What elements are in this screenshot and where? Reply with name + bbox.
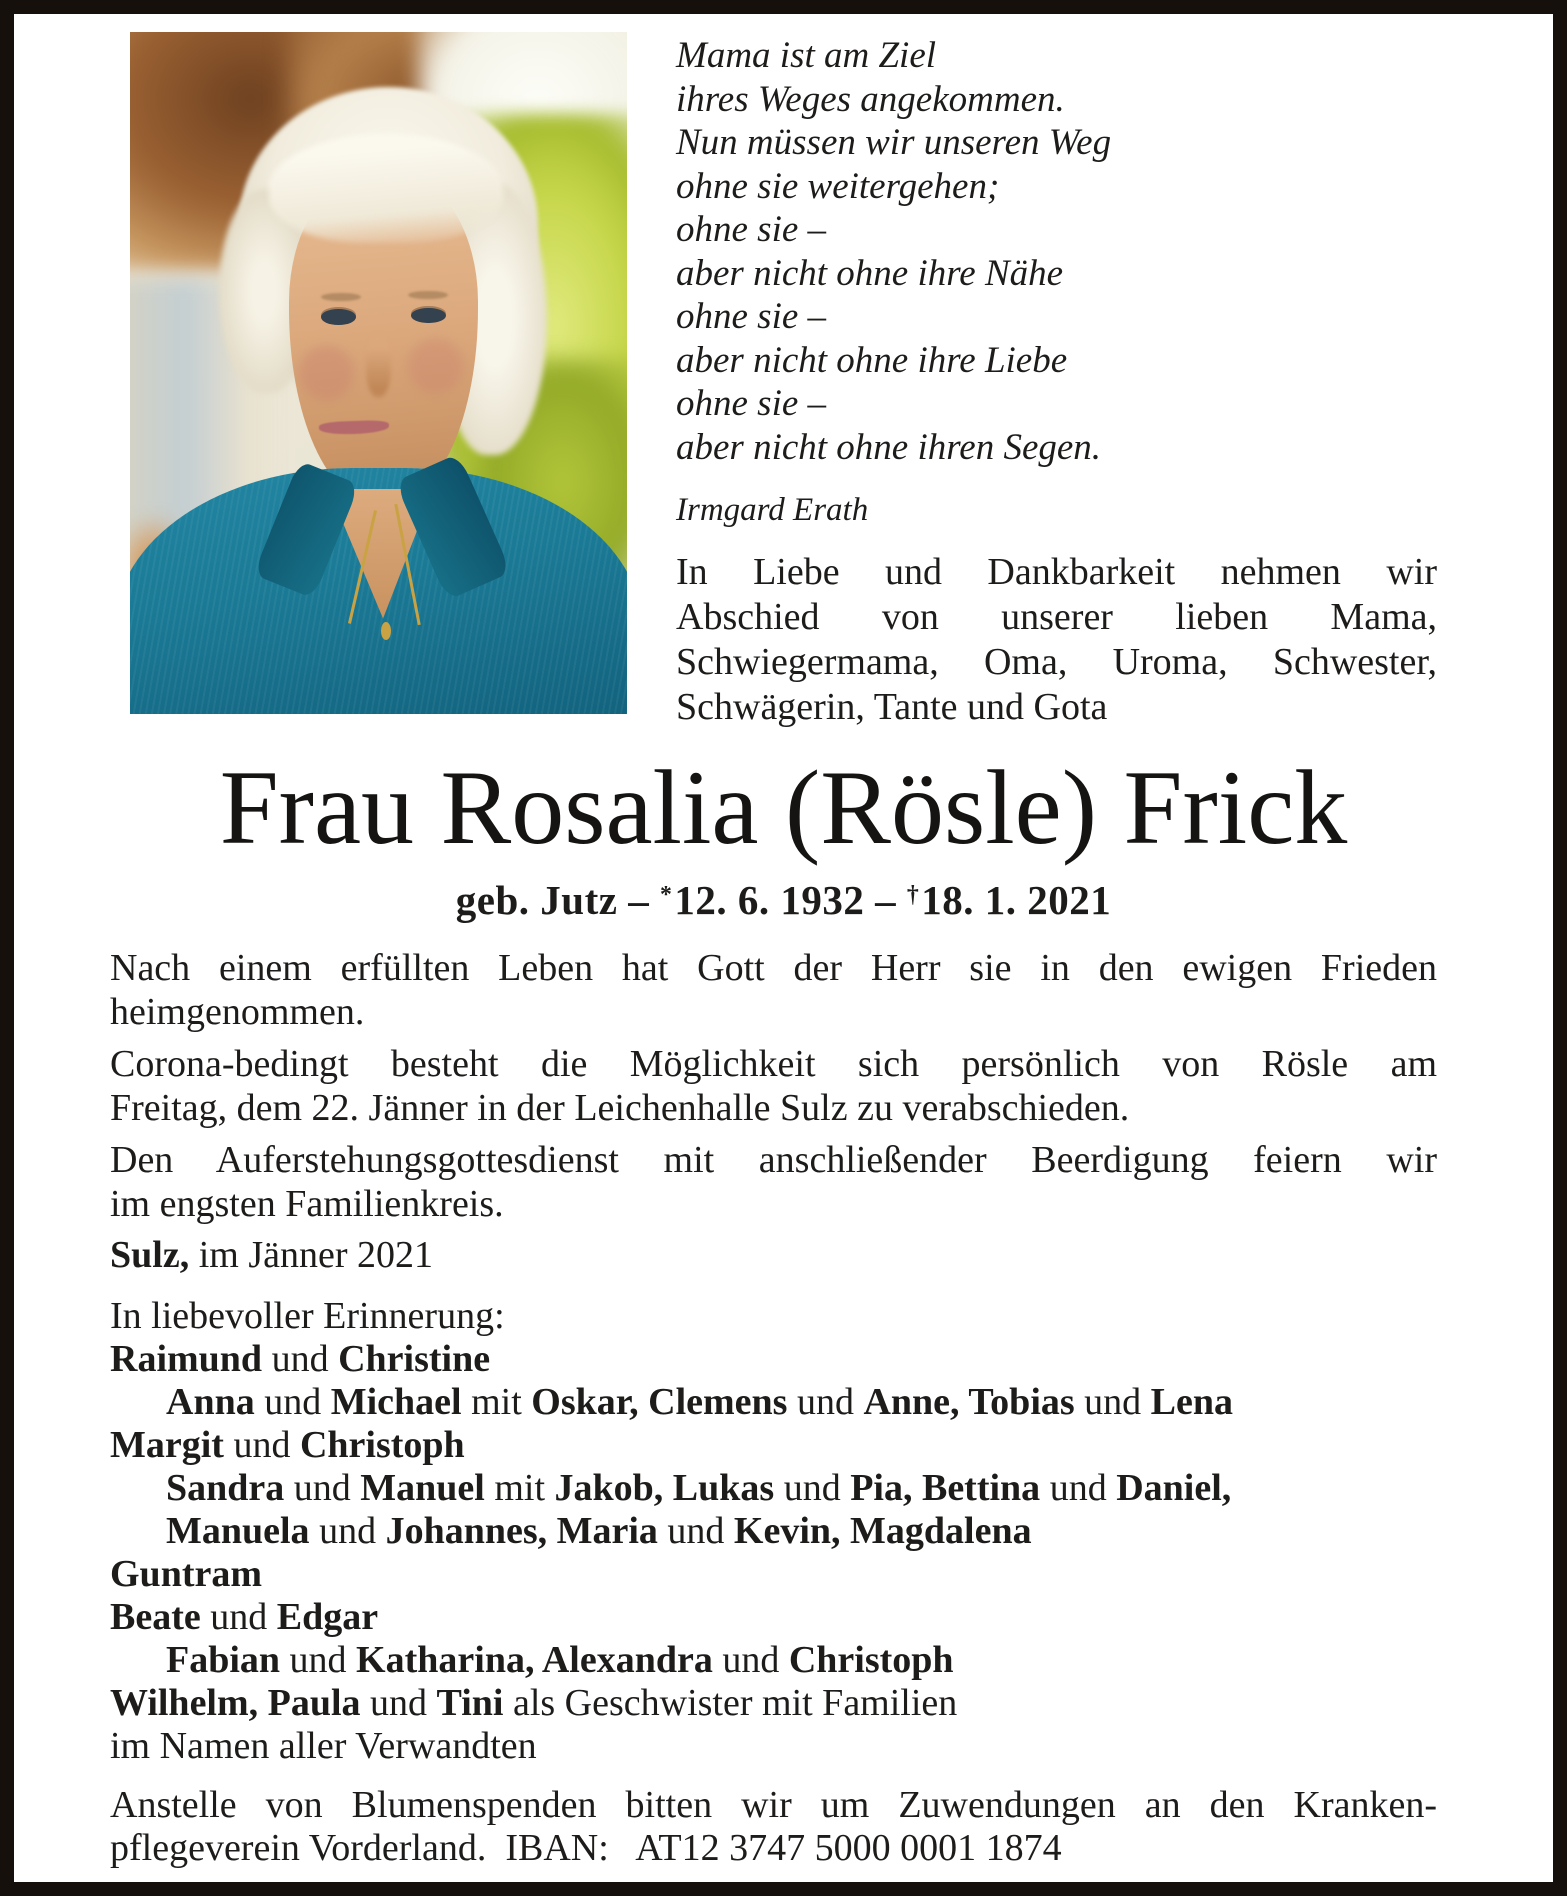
memorial-poem-line-9: aber nicht ohne ihren Segen. — [676, 426, 1102, 468]
farewell-intro-paragraph-line-3: Schwägerin, Tante und Gota — [676, 686, 1108, 728]
place-dateline-segment-1: im Jänner 2021 — [189, 1234, 433, 1276]
family-line-7-segment-4: Christoph — [788, 1639, 954, 1681]
life-dates-subtitle-segment-5: † — [906, 881, 920, 908]
family-line-3-segment-6: Pia, Bettina — [850, 1467, 1041, 1509]
remembrance-heading: In liebevoller Erinnerung: — [110, 1295, 505, 1337]
family-line-4-segment-4: Kevin, Magdalena — [733, 1510, 1032, 1552]
family-line-5 — [110, 1553, 1437, 1596]
family-line-1-segment-8: Lena — [1150, 1381, 1234, 1423]
family-line-7-segment-3: und — [712, 1639, 789, 1681]
family-line-1-segment-6: Anne, Tobias — [863, 1381, 1075, 1423]
family-line-0-segment-1: und — [262, 1338, 339, 1380]
paragraph-announcement-line-0: Nach einem erfüllten Leben hat Gott der Herr sie in den ewigen Frieden — [110, 947, 1437, 989]
main-text-column — [110, 946, 1437, 1870]
family-line-8-segment-0: Wilhelm, Paula — [110, 1682, 361, 1724]
family-line-2 — [110, 1424, 1437, 1467]
family-line-3 — [110, 1467, 1437, 1510]
life-dates-subtitle-segment-2: * — [659, 881, 673, 908]
portrait-photo — [130, 32, 627, 714]
paragraph-funeral-info — [110, 1138, 1437, 1226]
place-dateline-segment-0: Sulz, — [110, 1234, 190, 1276]
family-line-3-segment-3: mit — [484, 1467, 555, 1509]
family-line-2-segment-0: Margit — [110, 1424, 224, 1466]
photo-hair-bangs — [269, 134, 503, 243]
farewell-intro-paragraph-line-2: Schwiegermama, Oma, Uroma, Schwester, — [676, 641, 1437, 683]
family-line-8-segment-3: als Geschwister mit Familien — [503, 1682, 958, 1724]
family-line-6-segment-1: und — [200, 1596, 277, 1638]
family-line-8 — [110, 1682, 1437, 1725]
family-line-1-segment-2: Michael — [330, 1381, 462, 1423]
family-line-9-segment-0: im Namen aller Verwandten — [110, 1725, 537, 1767]
family-line-1-segment-3: mit — [461, 1381, 532, 1423]
family-line-1-segment-7: und — [1074, 1381, 1151, 1423]
life-dates-subtitle-segment-3: 12. 6. 1932 — [674, 877, 865, 923]
family-line-3-segment-7: und — [1040, 1467, 1117, 1509]
family-line-0-segment-2: Christine — [338, 1338, 491, 1380]
life-dates-subtitle-segment-4: – — [864, 877, 907, 923]
poem-attribution: Irmgard Erath — [676, 492, 869, 528]
family-line-1 — [110, 1381, 1437, 1424]
family-line-1-segment-4: Oskar, Clemens — [531, 1381, 788, 1423]
place-dateline — [110, 1234, 1437, 1277]
life-dates-subtitle-segment-1: – — [617, 877, 660, 923]
donation-note-line-0: Anstelle von Blumenspenden bitten wir um Zuwendungen an den Kranken- — [110, 1784, 1437, 1826]
photo-necklace-pendant — [381, 622, 391, 640]
life-dates-subtitle-segment-6: 18. 1. 2021 — [921, 877, 1112, 923]
family-line-7-segment-2: Katharina, Alexandra — [356, 1639, 713, 1681]
family-line-4-segment-3: und — [657, 1510, 734, 1552]
memorial-poem-line-7: aber nicht ohne ihre Liebe — [676, 339, 1068, 381]
family-line-3-segment-2: Manuel — [360, 1467, 485, 1509]
family-line-4-segment-2: Johannes, Maria — [385, 1510, 658, 1552]
photo-eyebrow-left — [321, 293, 361, 301]
family-line-1-segment-0: Anna — [166, 1381, 255, 1423]
family-line-1-segment-1: und — [254, 1381, 331, 1423]
paragraph-funeral-info-line-0: Den Auferstehungsgottesdienst mit anschließender Beerdigung feiern wir — [110, 1139, 1437, 1181]
photo-cheek-right — [408, 339, 463, 394]
family-line-5-segment-0: Guntram — [110, 1553, 262, 1595]
memorial-poem-line-4: ohne sie – — [676, 209, 827, 250]
family-line-8-segment-2: Tini — [436, 1682, 504, 1724]
family-line-7-segment-0: Fabian — [166, 1639, 281, 1681]
paragraph-viewing-info-line-0: Corona-bedingt besteht die Möglichkeit sich persönlich von Rösle am — [110, 1043, 1437, 1085]
family-line-3-segment-0: Sandra — [166, 1467, 285, 1509]
photo-cheek-left — [299, 346, 354, 401]
family-line-8-segment-1: und — [360, 1682, 437, 1724]
memorial-poem-line-5: aber nicht ohne ihre Nähe — [676, 252, 1064, 294]
memorial-poem-line-8: ohne sie – — [676, 383, 827, 424]
family-line-6 — [110, 1596, 1437, 1639]
family-line-3-segment-1: und — [284, 1467, 361, 1509]
family-line-4 — [110, 1510, 1437, 1553]
family-line-2-segment-1: und — [223, 1424, 300, 1466]
farewell-intro-paragraph-line-0: In Liebe und Dankbarkeit nehmen wir — [676, 551, 1437, 593]
farewell-intro-paragraph — [676, 550, 1437, 730]
paragraph-funeral-info-line-1: im engsten Familienkreis. — [110, 1183, 504, 1225]
memorial-poem-line-0: Mama ist am Ziel — [676, 35, 937, 76]
photo-eye-right — [411, 308, 446, 324]
deceased-name-title: Frau Rosalia (Rösle) Frick — [219, 749, 1348, 866]
family-line-7 — [110, 1639, 1437, 1682]
photo-eye-left — [321, 309, 356, 325]
family-line-4-segment-1: und — [309, 1510, 386, 1552]
family-line-3-segment-5: und — [774, 1467, 851, 1509]
donation-note — [110, 1784, 1437, 1870]
family-line-7-segment-1: und — [280, 1639, 357, 1681]
paragraph-viewing-info — [110, 1042, 1437, 1130]
memorial-poem-line-3: ohne sie weitergehen; — [676, 165, 1000, 207]
family-line-6-segment-0: Beate — [110, 1596, 201, 1638]
family-list — [110, 1338, 1437, 1768]
memorial-poem-line-6: ohne sie – — [676, 296, 827, 337]
family-line-0 — [110, 1338, 1437, 1381]
family-line-6-segment-2: Edgar — [276, 1596, 379, 1638]
paragraph-announcement-line-1: heimgenommen. — [110, 991, 365, 1033]
paragraph-announcement — [110, 946, 1437, 1034]
memorial-poem-line-1: ihres Weges angekommen. — [676, 78, 1065, 120]
family-line-2-segment-2: Christoph — [299, 1424, 465, 1466]
life-dates-subtitle-segment-0: geb. Jutz — [455, 877, 618, 923]
family-line-0-segment-0: Raimund — [110, 1338, 263, 1380]
memorial-poem-line-2: Nun müssen wir unseren Weg — [676, 122, 1112, 163]
life-dates-subtitle — [28, 876, 1539, 924]
donation-note-line-1: pflegeverein Vorderland. IBAN: AT12 3747 5000 0001 1874 — [110, 1827, 1062, 1869]
family-line-4-segment-0: Manuela — [166, 1510, 310, 1552]
family-line-3-segment-4: Jakob, Lukas — [554, 1467, 775, 1509]
memorial-poem — [676, 34, 1452, 469]
family-line-9 — [110, 1725, 1437, 1768]
farewell-intro-paragraph-line-1: Abschied von unserer lieben Mama, — [676, 596, 1437, 638]
photo-nose — [366, 335, 391, 396]
family-line-3-segment-8: Daniel, — [1116, 1467, 1232, 1509]
paragraph-viewing-info-line-1: Freitag, dem 22. Jänner in der Leichenhalle Sulz zu verabschieden. — [110, 1087, 1130, 1129]
family-line-1-segment-5: und — [787, 1381, 864, 1423]
